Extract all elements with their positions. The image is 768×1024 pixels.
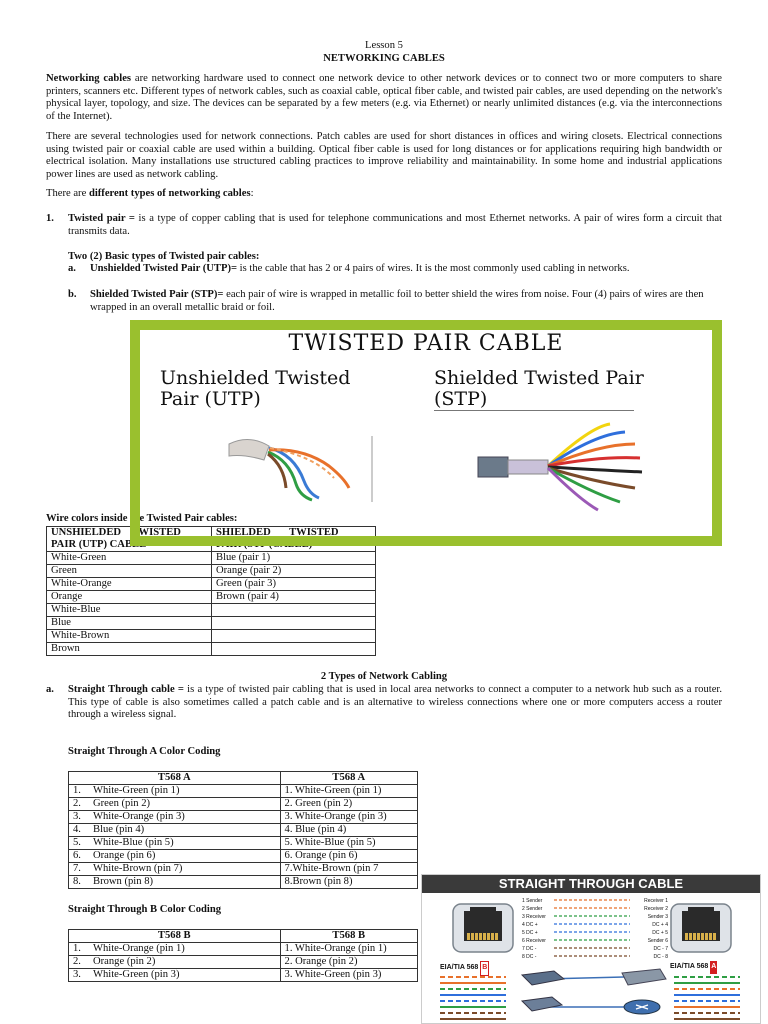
lesson-number: Lesson 5 — [365, 40, 403, 51]
twisted-pair-definition — [68, 213, 722, 238]
utp-cable-icon — [224, 426, 384, 506]
pin-label: Receiver 1 — [644, 898, 668, 904]
utp-cell: White-Brown — [47, 630, 212, 643]
stp-cell — [212, 617, 376, 630]
pin-label: 5 DC + — [522, 930, 538, 936]
row-number: 1. — [69, 785, 90, 798]
row-number: 4. — [69, 824, 90, 837]
utp-figure-label — [160, 368, 350, 410]
row-number: 2. — [69, 798, 90, 811]
wire-colors-caption: Wire colors inside the Twisted Pair cables: — [46, 513, 238, 524]
utp-cell: White-Green — [47, 552, 212, 565]
table-a-caption: Straight Through A Color Coding — [68, 746, 221, 757]
table-row — [69, 837, 418, 850]
t568b-table — [68, 929, 418, 982]
left-std-text: EIA/TIA 568 — [440, 964, 479, 971]
stp-header-l2: PAIR (STP (CABLE) — [216, 539, 313, 550]
utp-cell: White-Blue — [47, 604, 212, 617]
page-title: NETWORKING CABLES — [323, 53, 445, 64]
table-row — [47, 565, 376, 578]
table-row — [47, 643, 376, 656]
t568b-header-2: T568 B — [280, 930, 417, 943]
figure-title: TWISTED PAIR CABLE — [288, 331, 564, 356]
pin-label: Sender 6 — [647, 938, 668, 944]
table-row — [69, 850, 418, 863]
stp-label-l2: (STP) — [434, 388, 488, 410]
table-b-caption: Straight Through B Color Coding — [68, 904, 222, 915]
stp-label-l1: Shielded Twisted Pair — [434, 367, 644, 389]
stp-cell: Green (pair 3) — [212, 578, 376, 591]
pin-left: Green (pin 2) — [89, 798, 280, 811]
stp-cell — [212, 630, 376, 643]
pin-left: White-Orange (pin 1) — [89, 943, 280, 956]
pin-label: 7 DC - — [522, 946, 537, 952]
table-row — [47, 578, 376, 591]
table-row — [47, 630, 376, 643]
straight-through-definition — [68, 684, 722, 722]
row-number: 1. — [69, 943, 90, 956]
cabling-a-label: a. — [46, 684, 54, 695]
t568a-header-2: T568 A — [280, 772, 417, 785]
pin-label: 2 Sender — [522, 906, 543, 912]
stp-desc: each pair of wire is wrapped in metallic foil to better shield the wires from noise. Four (4) pairs of wires are then wrapped in an overall metallic braid or foil. — [90, 289, 704, 313]
right-std-badge: A — [710, 961, 717, 974]
intro-paragraph-1 — [46, 73, 722, 123]
pin-right: 8.Brown (pin 8) — [280, 876, 417, 889]
pin-label: Receiver 2 — [644, 906, 668, 912]
pin-labels-left — [522, 897, 562, 961]
pin-right: 5. White-Blue (pin 5) — [280, 837, 417, 850]
stp-definition — [90, 289, 720, 314]
straight-through-term: Straight Through cable = — [68, 684, 184, 695]
pin-label: 6 Receiver — [522, 938, 546, 944]
right-standard-label — [670, 961, 717, 974]
pin-right: 1. White-Orange (pin 1) — [280, 943, 417, 956]
pin-left: Brown (pin 8) — [89, 876, 280, 889]
row-number: 8. — [69, 876, 90, 889]
stp-cell: Orange (pair 2) — [212, 565, 376, 578]
table-row — [69, 969, 418, 982]
table-row — [69, 876, 418, 889]
stp-cell — [212, 643, 376, 656]
p3-pre: There are — [46, 188, 89, 199]
intro-paragraph-2: There are several technologies used for network connections. Patch cables are used for short distances in offices and wiring closets. Electrical connections using twisted pair or coaxial cable are used within a building. Optical fiber cable is used for long distances or for applications requiring high bandwidth or electrical isolation. Many installations use structured cabling practices to improve reliability and maintainability. In some home and industrial applications power lines are used as network cabling. — [46, 131, 722, 180]
intro-p1-text: are networking hardware used to connect one network device to other network devices or to connect two or more computers to share printers, scanners etc. Different types of network cables, such as coaxial cable, optical fiber cable, and twisted pair cables, are used depending on the network's physical layer, topology, and size. The devices can be separated by a few meters (e.g. via Ethernet) or nearly unlimited distances (e.g. via the interconnections of the Internet). — [46, 73, 722, 122]
left-std-badge: B — [480, 961, 489, 976]
pin-left: Orange (pin 6) — [89, 850, 280, 863]
utp-cell: Brown — [47, 643, 212, 656]
pin-left: Blue (pin 4) — [89, 824, 280, 837]
pin-left: White-Orange (pin 3) — [89, 811, 280, 824]
stp-cell — [212, 604, 376, 617]
pin-left: White-Blue (pin 5) — [89, 837, 280, 850]
row-number: 3. — [69, 811, 90, 824]
utp-desc: is the cable that has 2 or 4 pairs of wires. It is the most commonly used cabling in networks. — [237, 263, 630, 274]
item-number-1: 1. — [46, 213, 54, 224]
straight-through-figure — [421, 874, 761, 1024]
pin-label: 4 DC + — [522, 922, 538, 928]
table-row — [47, 617, 376, 630]
pin-right: 3. White-Green (pin 3) — [280, 969, 417, 982]
t568a-header-1: T568 A — [69, 772, 281, 785]
utp-cell: Blue — [47, 617, 212, 630]
stp-cable-icon — [470, 422, 660, 512]
straight-through-desc: is a type of twisted pair cabling that is used in local area networks to connect a computer to a network hub such as a router. This type of cable is also sometimes called a patch cable and is an alternative to wireless connections where one or more computers access a router through a wireless signal. — [68, 684, 722, 721]
table-row — [69, 824, 418, 837]
stp-cell: Brown (pair 4) — [212, 591, 376, 604]
table-row — [69, 785, 418, 798]
wire-color-stripes-right — [672, 973, 742, 1023]
pin-left: White-Brown (pin 7) — [89, 863, 280, 876]
pin-left: White-Green (pin 1) — [89, 785, 280, 798]
term-networking-cables: Networking cables — [46, 73, 132, 84]
p3-bold: different types of networking cables — [88, 188, 251, 199]
rj45-right-icon — [670, 903, 732, 953]
utp-cell: White-Orange — [47, 578, 212, 591]
pin-right: 6. Orange (pin 6) — [280, 850, 417, 863]
pin-label: 8 DC - — [522, 954, 537, 960]
table-row — [47, 604, 376, 617]
row-number: 6. — [69, 850, 90, 863]
table-row — [69, 956, 418, 969]
cabling-heading: 2 Types of Network Cabling — [320, 671, 448, 682]
table-row — [69, 863, 418, 876]
pin-label: 3 Receiver — [522, 914, 546, 920]
intro-paragraph-3 — [46, 188, 722, 201]
pin-left: White-Green (pin 3) — [89, 969, 280, 982]
pin-right: 7.White-Brown (pin 7 — [280, 863, 417, 876]
twisted-pair-term: Twisted pair = — [68, 213, 135, 224]
t568a-table — [68, 771, 418, 889]
pin-label: Sender 3 — [647, 914, 668, 920]
p3-post: : — [250, 188, 254, 199]
pin-label: DC + 4 — [652, 922, 668, 928]
utp-label-l1: Unshielded Twisted — [160, 367, 351, 389]
utp-header-l2: PAIR (UTP) CABLE — [51, 539, 147, 550]
pin-label: DC + 5 — [652, 930, 668, 936]
pin-right: 4. Blue (pin 4) — [280, 824, 417, 837]
table-row — [69, 798, 418, 811]
right-std-text: EIA/TIA 568 — [670, 963, 709, 970]
twisted-pair-figure — [130, 320, 722, 546]
twisted-pair-desc: is a type of copper cabling that is used for telephone communications and most Ethernet networks. A pair of wires form a circuit that transmits data. — [68, 213, 722, 237]
utp-cell: Green — [47, 565, 212, 578]
tp-b-label: b. — [68, 289, 77, 300]
pin-right: 1. White-Green (pin 1) — [280, 785, 417, 798]
t568b-header-1: T568 B — [69, 930, 281, 943]
pin-label: DC - 8 — [653, 954, 668, 960]
row-number: 7. — [69, 863, 90, 876]
pin-label: 1 Sender — [522, 898, 543, 904]
table-row — [69, 943, 418, 956]
pin-labels-right — [628, 897, 668, 961]
pin-right: 2. Orange (pin 2) — [280, 956, 417, 969]
pin-label: DC - 7 — [653, 946, 668, 952]
row-number: 5. — [69, 837, 90, 850]
st-figure-title: STRAIGHT THROUGH CABLE — [422, 875, 760, 893]
row-number: 3. — [69, 969, 90, 982]
rj45-left-icon — [452, 903, 514, 953]
table-row — [47, 552, 376, 565]
utp-term: Unshielded Twisted Pair (UTP)= — [90, 263, 238, 274]
row-number: 2. — [69, 956, 90, 969]
stp-figure-label — [434, 368, 644, 410]
table-row — [69, 811, 418, 824]
pin-right: 2. Green (pin 2) — [280, 798, 417, 811]
utp-header-l1: UNSHIELDED TWISTED — [51, 527, 181, 538]
utp-label-l2: Pair (UTP) — [160, 388, 261, 410]
tp-subheading: Two (2) Basic types of Twisted pair cables: — [68, 251, 260, 262]
stp-term: Shielded Twisted Pair (STP)= — [90, 289, 224, 300]
tp-a-label: a. — [68, 263, 76, 274]
stp-cell: Blue (pair 1) — [212, 552, 376, 565]
utp-cell: Orange — [47, 591, 212, 604]
wire-color-stripes-left — [438, 973, 508, 1023]
network-devices-icon — [514, 967, 670, 1023]
pin-left: Orange (pin 2) — [89, 956, 280, 969]
stp-header-l1: SHIELDED TWISTED — [216, 527, 339, 538]
utp-definition — [90, 263, 710, 276]
pin-right: 3. White-Orange (pin 3) — [280, 811, 417, 824]
stp-underline — [434, 410, 634, 411]
table-row — [47, 591, 376, 604]
